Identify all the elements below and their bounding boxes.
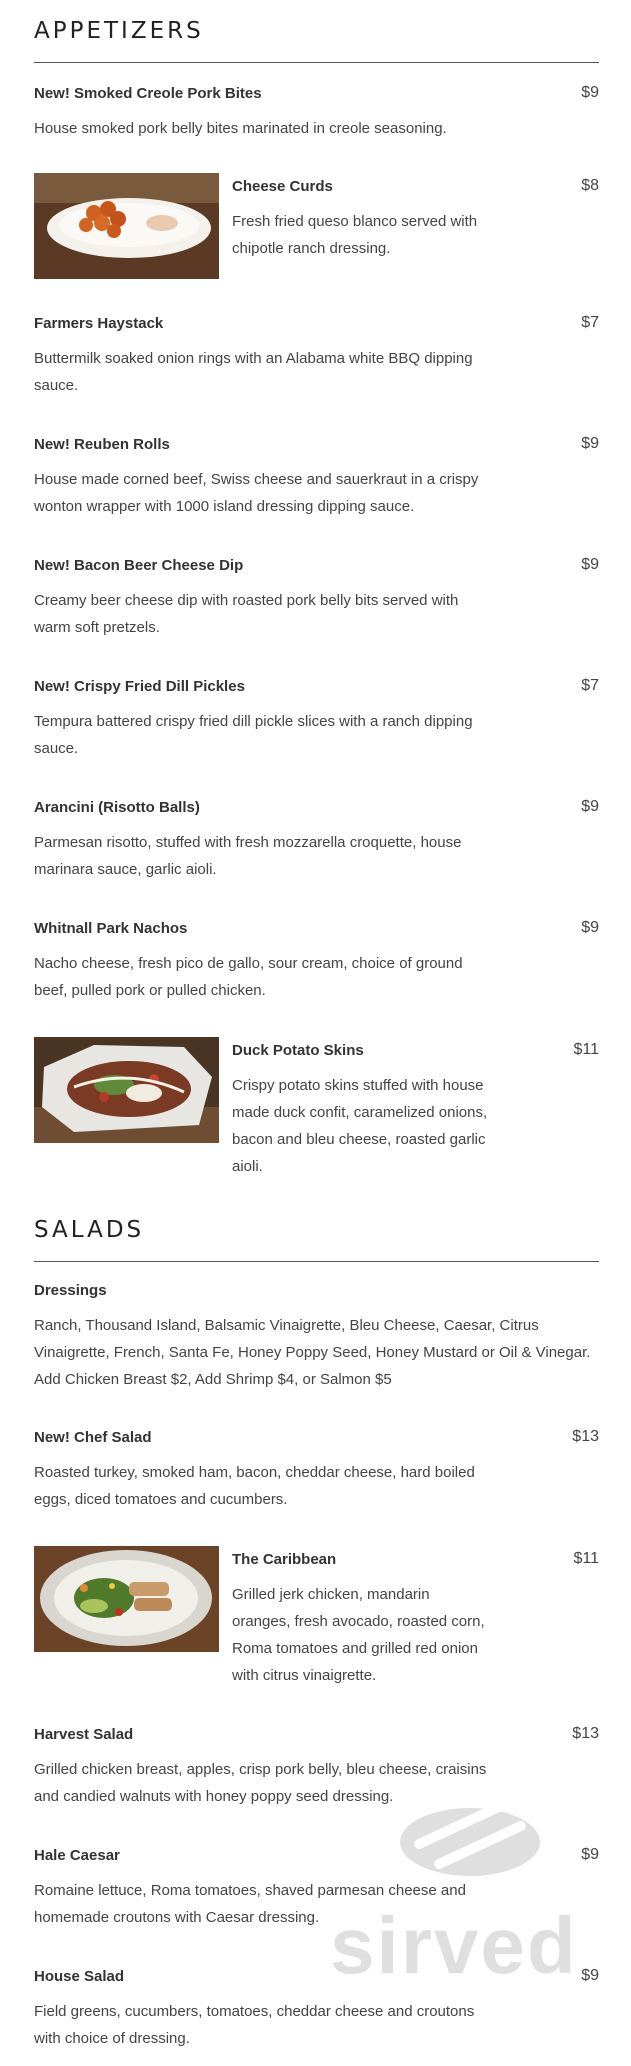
item-description: Nacho cheese, fresh pico de gallo, sour cream, choice of ground beef, pulled pork or pulled chicken. (34, 955, 463, 999)
item-name: House Salad (34, 1968, 125, 1985)
item-price: $11 (573, 1041, 599, 1058)
item-description: Buttermilk soaked onion rings with an Alabama white BBQ dipping sauce. (34, 350, 473, 394)
watermark-text: sirved (330, 1901, 578, 1990)
item-price: $9 (581, 435, 599, 452)
item-description: Ranch, Thousand Island, Balsamic Vinaigrette, Bleu Cheese, Caesar, Citrus Vinaigrette, French, Santa Fe, Honey Poppy Seed, Honey Mustard or Oil & Vinegar. Add Chicken Breast $2, Add Shrimp $4, or Salmon $5 (34, 1317, 591, 1388)
item-name: Duck Potato Skins (232, 1042, 364, 1059)
item-price: $8 (581, 177, 599, 194)
item-description: Parmesan risotto, stuffed with fresh mozzarella croquette, house marinara sauce, garlic aioli. (34, 834, 462, 878)
item-price: $13 (572, 1428, 599, 1445)
item-price: $9 (581, 798, 599, 815)
item-price: $11 (573, 1550, 599, 1567)
item-name: Arancini (Risotto Balls) (34, 799, 200, 816)
section-title-appetizers: APPETIZERS (34, 18, 204, 44)
section-divider (34, 1261, 599, 1262)
item-name: Cheese Curds (232, 178, 333, 195)
item-price: $9 (581, 556, 599, 573)
item-description: Grilled chicken breast, apples, crisp pork belly, bleu cheese, craisins and candied walnuts with honey poppy seed dressing. (34, 1761, 487, 1805)
item-description: Roasted turkey, smoked ham, bacon, cheddar cheese, hard boiled eggs, diced tomatoes and cucumbers. (34, 1464, 475, 1508)
item-name: Hale Caesar (34, 1847, 120, 1864)
item-name: Whitnall Park Nachos (34, 920, 188, 937)
item-description: Grilled jerk chicken, mandarin oranges, fresh avocado, roasted corn, Roma tomatoes and grilled red onion with citrus vinaigrette. (232, 1586, 485, 1684)
item-price: $7 (581, 677, 599, 694)
item-price: $7 (581, 314, 599, 331)
item-price: $9 (581, 919, 599, 936)
item-name: New! Reuben Rolls (34, 436, 170, 453)
item-description: Tempura battered crispy fried dill pickle slices with a ranch dipping sauce. (34, 713, 473, 757)
item-description: Romaine lettuce, Roma tomatoes, shaved parmesan cheese and homemade croutons with Caesar dressing. (34, 1882, 466, 1926)
item-description: Field greens, cucumbers, tomatoes, cheddar cheese and croutons with choice of dressing. (34, 2003, 475, 2047)
item-description: Crispy potato skins stuffed with house made duck confit, caramelized onions, bacon and bleu cheese, roasted garlic aioli. (232, 1077, 488, 1175)
item-name: New! Bacon Beer Cheese Dip (34, 557, 244, 574)
item-price: $9 (581, 1846, 599, 1863)
item-name: New! Chef Salad (34, 1429, 152, 1446)
item-name: New! Smoked Creole Pork Bites (34, 85, 262, 102)
duck-potato-skins-photo (34, 1037, 219, 1143)
item-price: $9 (581, 84, 599, 101)
section-divider (34, 62, 599, 63)
item-name: Harvest Salad (34, 1726, 134, 1743)
item-price: $9 (581, 1967, 599, 1984)
item-name: New! Crispy Fried Dill Pickles (34, 678, 245, 695)
item-description: House made corned beef, Swiss cheese and sauerkraut in a crispy wonton wrapper with 1000 island dressing dipping sauce. (34, 471, 479, 515)
item-name: The Caribbean (232, 1551, 337, 1568)
item-description: Creamy beer cheese dip with roasted pork belly bits served with warm soft pretzels. (34, 592, 459, 636)
item-description: House smoked pork belly bites marinated in creole seasoning. (34, 120, 447, 137)
item-name: Farmers Haystack (34, 315, 164, 332)
item-price: $13 (572, 1725, 599, 1742)
item-description: Fresh fried queso blanco served with chipotle ranch dressing. (232, 213, 478, 257)
the-caribbean-photo (34, 1546, 219, 1652)
cheese-curds-photo (34, 173, 219, 279)
item-name: Dressings (34, 1282, 107, 1299)
section-title-salads: SALADS (34, 1217, 145, 1243)
